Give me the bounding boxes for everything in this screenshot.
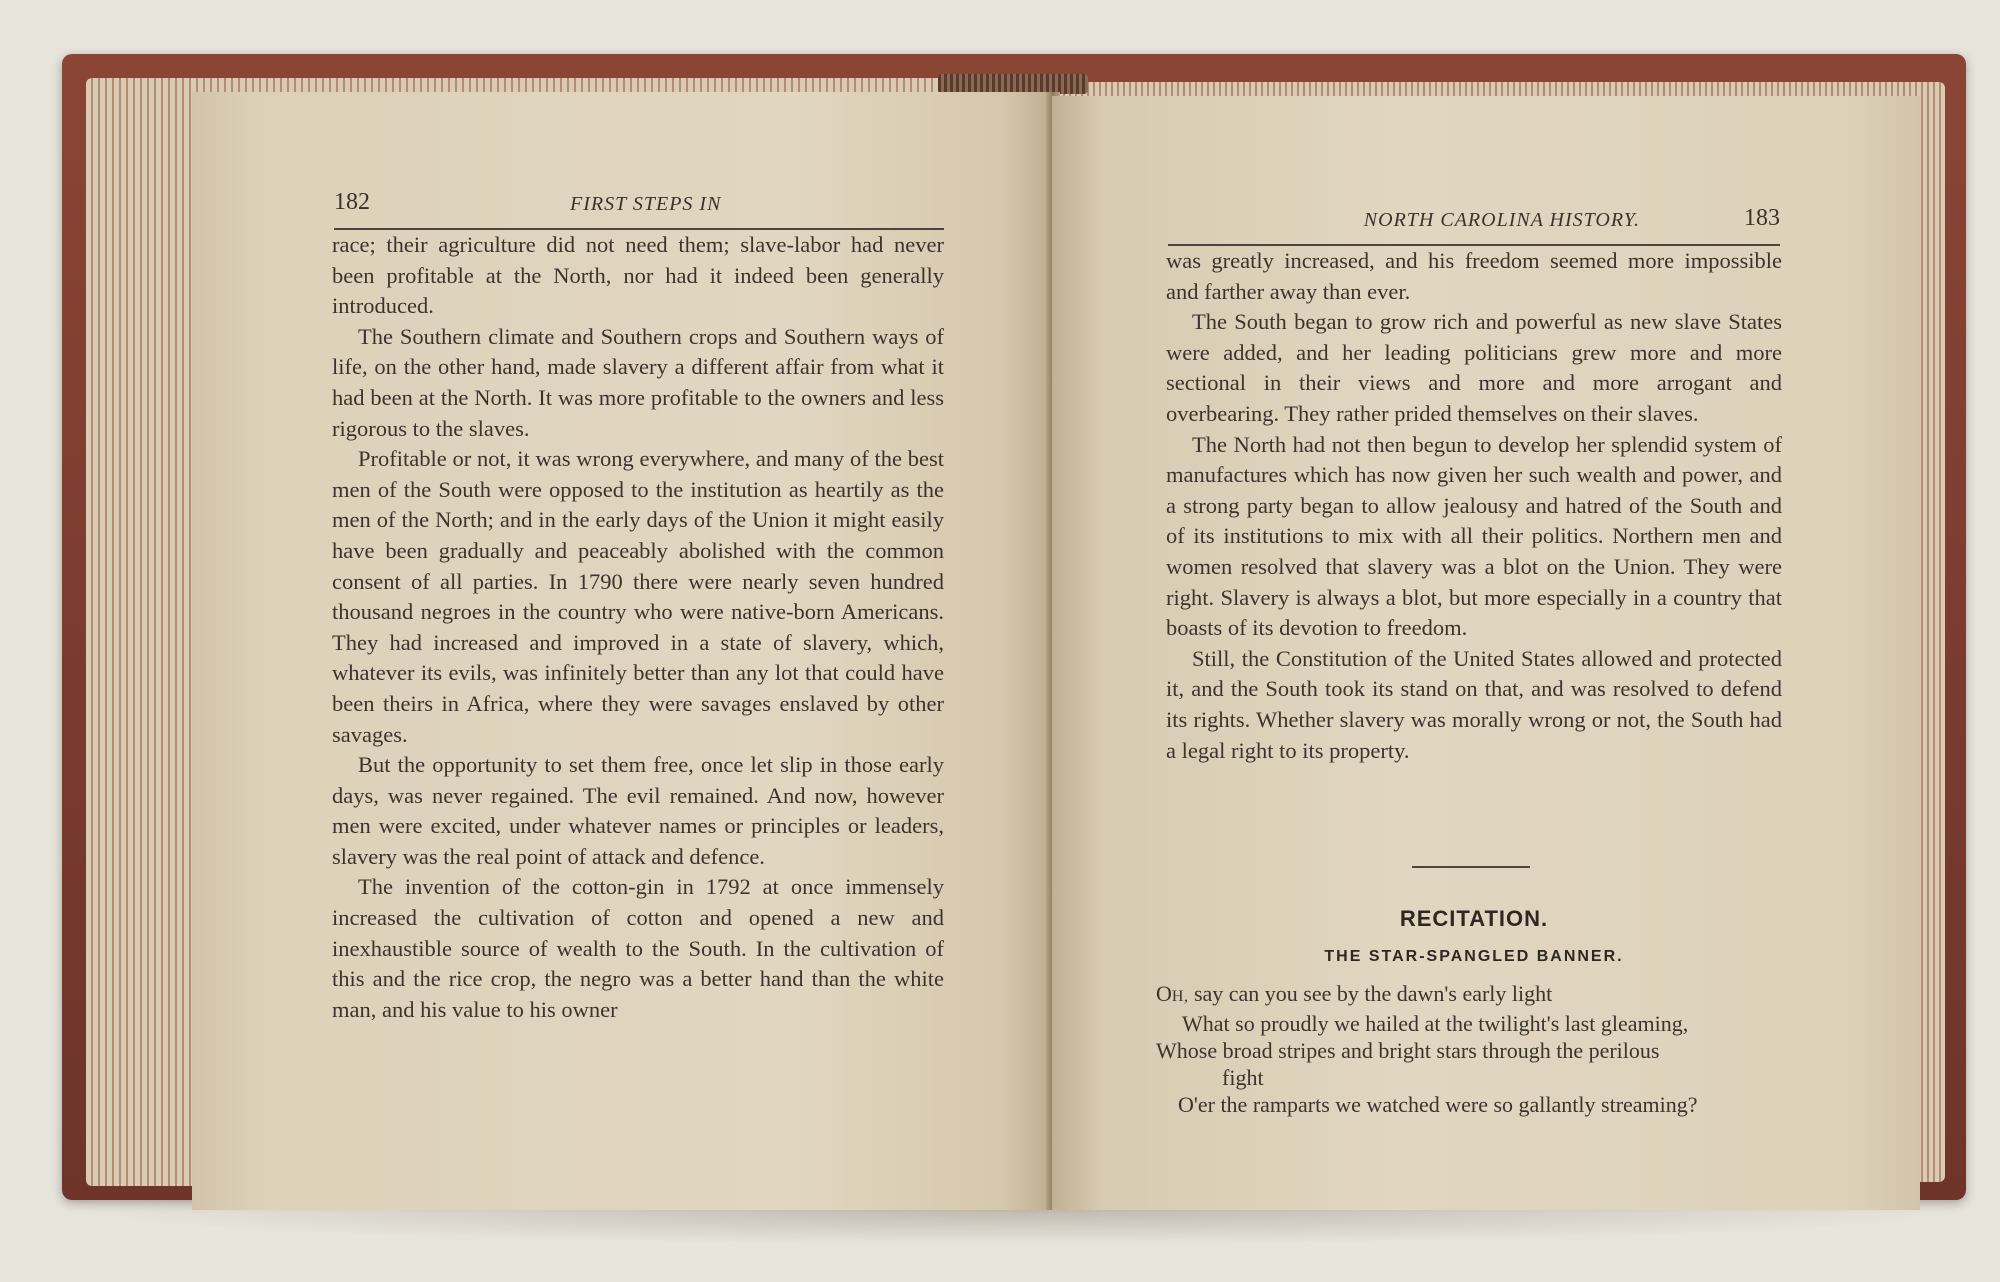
left-page-body [332,230,944,1025]
page-number: 182 [334,189,370,215]
book-spine-stitching [938,74,1088,94]
poem [1156,980,1796,1118]
poem-line: fight [1222,1065,1264,1090]
poem-line: OH, say can you see by the dawn's early light [1156,981,1553,1006]
paragraph: The North had not then begun to develop her splendid system of manufactures which has now given her such wealth and power, and a strong party began to allow jealousy and hatred of the South and of its institutions to mix with all their politics. Northern men and women resolved that slavery was a blot on the Union. They were right. Slavery is always a blot, but more especially in a country that boasts of its devotion to freedom. [1166,431,1782,641]
page-number: 183 [1744,205,1780,231]
right-page-body [1166,246,1782,766]
poem-line: What so proudly we hailed at the twilight's last gleaming, [1182,1011,1689,1036]
paragraph: But the opportunity to set them free, once let slip in those early days, was never regained. The evil remained. And now, however men were excited, under whatever names or principles or leaders, slavery was the real point of attack and defence. [332,752,944,869]
right-page [1052,96,1920,1210]
poem-line: O'er the ramparts we watched were so gallantly streaming? [1178,1092,1698,1117]
left-page [192,92,1052,1210]
small-caps: H, [1171,988,1189,1005]
paragraph: The invention of the cotton-gin in 1792 at once immensely increased the cultivation of cotton and opened a new and inexhaustible source of wealth to the South. In the cultivation of this and the rice crop, the negro was a better hand than the white man, and his value to his owner [332,874,944,1022]
poem-line: Whose broad stripes and bright stars through the perilous [1156,1038,1660,1063]
running-title: FIRST STEPS IN [570,193,722,215]
right-page-header [1168,188,1780,246]
section-heading: RECITATION. [1399,906,1549,931]
paragraph: was greatly increased, and his freedom seemed more impossible and farther away than ever. [1166,248,1782,304]
section-divider [1412,866,1530,868]
paragraph: Profitable or not, it was wrong everywhere, and many of the best men of the South were opposed to the institution as heartily as the men of the North; and in the early days of the Union it might easily have been gradually and peaceably abolished with the common consent of all parties. In 1790 there were nearly seven hundred thousand negroes in the country who were native-born Americans. They had increased and improved in a state of slavery, which, whatever its evils, was infinitely better than any lot that could have been theirs in Africa, where they were savages enslaved by other savages. [332,446,944,747]
drop-cap: O [1156,981,1172,1006]
paragraph: Still, the Constitution of the United States allowed and protected it, and the South took its stand on that, and was resolved to defend its rights. Whether slavery was morally wrong or not, the South had a legal right to its property. [1166,645,1782,763]
left-page-header [334,172,944,230]
paragraph: The Southern climate and Southern crops and Southern ways of life, on the other hand, made slavery a different affair from what it had been at the North. It was more profitable to the owners and less rigorous to the slaves. [332,323,944,441]
running-title: NORTH CAROLINA HISTORY. [1363,209,1640,231]
paragraph: The South began to grow rich and powerful as new slave States were added, and her leading politicians grew more and more sectional in their views and more and more arrogant and overbearing. They rather prided themselves on their slaves. [1166,309,1782,426]
paragraph: race; their agriculture did not need them; slave-labor had never been profitable at the North, nor had it indeed been generally introduced. [332,232,944,319]
poem-title: THE STAR-SPANGLED BANNER. [1324,948,1624,965]
